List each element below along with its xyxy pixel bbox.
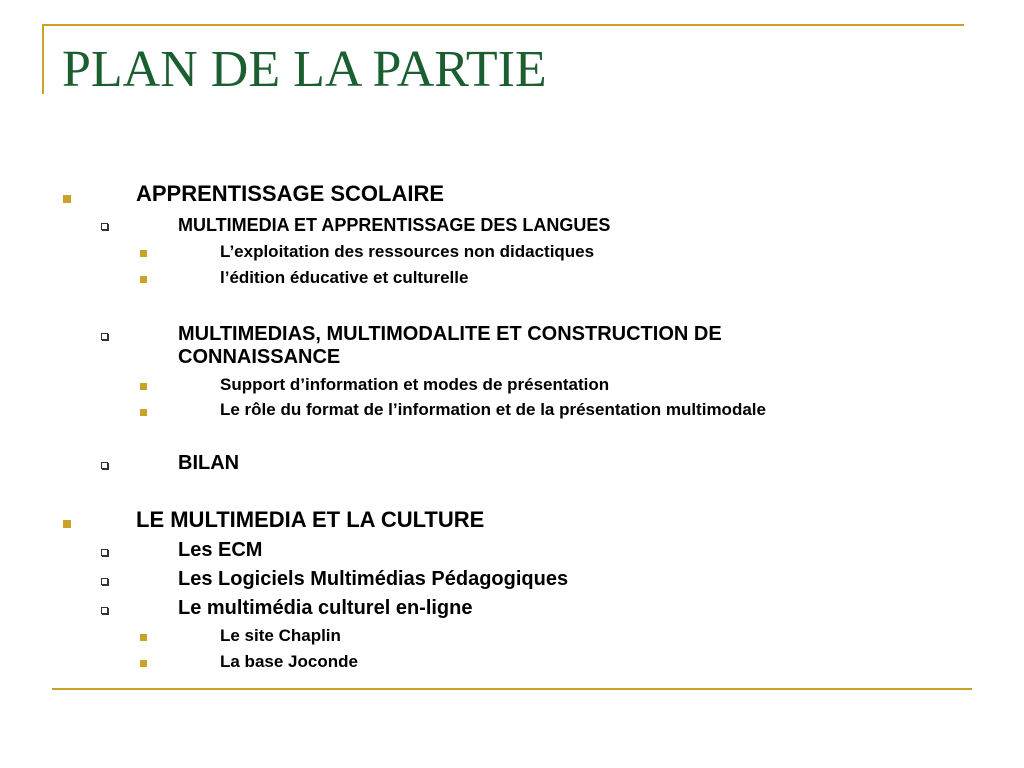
outline-item-level3: La base Joconde [220,652,358,671]
slide-title: PLAN DE LA PARTIE [62,41,547,98]
footer-rule [52,688,972,690]
outline-item-level3: l’édition éducative et culturelle [220,268,469,287]
outline-item-level3: Support d’information et modes de présentation [220,375,610,394]
bullet-hollow-square-icon [101,333,108,340]
bullet-hollow-square-icon [101,549,108,556]
outline-item-level2: BILAN [178,452,240,474]
bullet-square-icon [140,660,147,667]
outline-item-level2: Les Logiciels Multimédias Pédagogiques [178,568,569,590]
bullet-square-icon [140,383,147,390]
bullet-hollow-square-icon [101,462,108,469]
bullet-square-icon [140,276,147,283]
bullet-hollow-square-icon [101,223,108,230]
bullet-square-icon [140,250,147,257]
bullet-hollow-square-icon [101,607,108,614]
outline-item-level1: LE MULTIMEDIA ET LA CULTURE [136,507,485,532]
bullet-square-icon [140,409,147,416]
outline-item-level2-continued: CONNAISSANCE [178,346,341,368]
outline-item-level3: Le site Chaplin [220,626,341,645]
bullet-square-icon [63,195,71,203]
outline-item-level2: Les ECM [178,539,263,561]
bullet-hollow-square-icon [101,578,108,585]
outline-item-level1: APPRENTISSAGE SCOLAIRE [136,181,445,206]
bullet-square-icon [63,520,71,528]
outline-item-level2: MULTIMEDIA ET APPRENTISSAGE DES LANGUES [178,215,611,235]
bullet-square-icon [140,634,147,641]
outline-item-level2: MULTIMEDIAS, MULTIMODALITE ET CONSTRUCTION DE [178,323,722,345]
outline-item-level2: Le multimédia culturel en-ligne [178,597,473,619]
outline-item-level3: L’exploitation des ressources non didactiques [220,242,595,261]
outline-item-level3: Le rôle du format de l’information et de la présentation multimodale [220,400,766,419]
